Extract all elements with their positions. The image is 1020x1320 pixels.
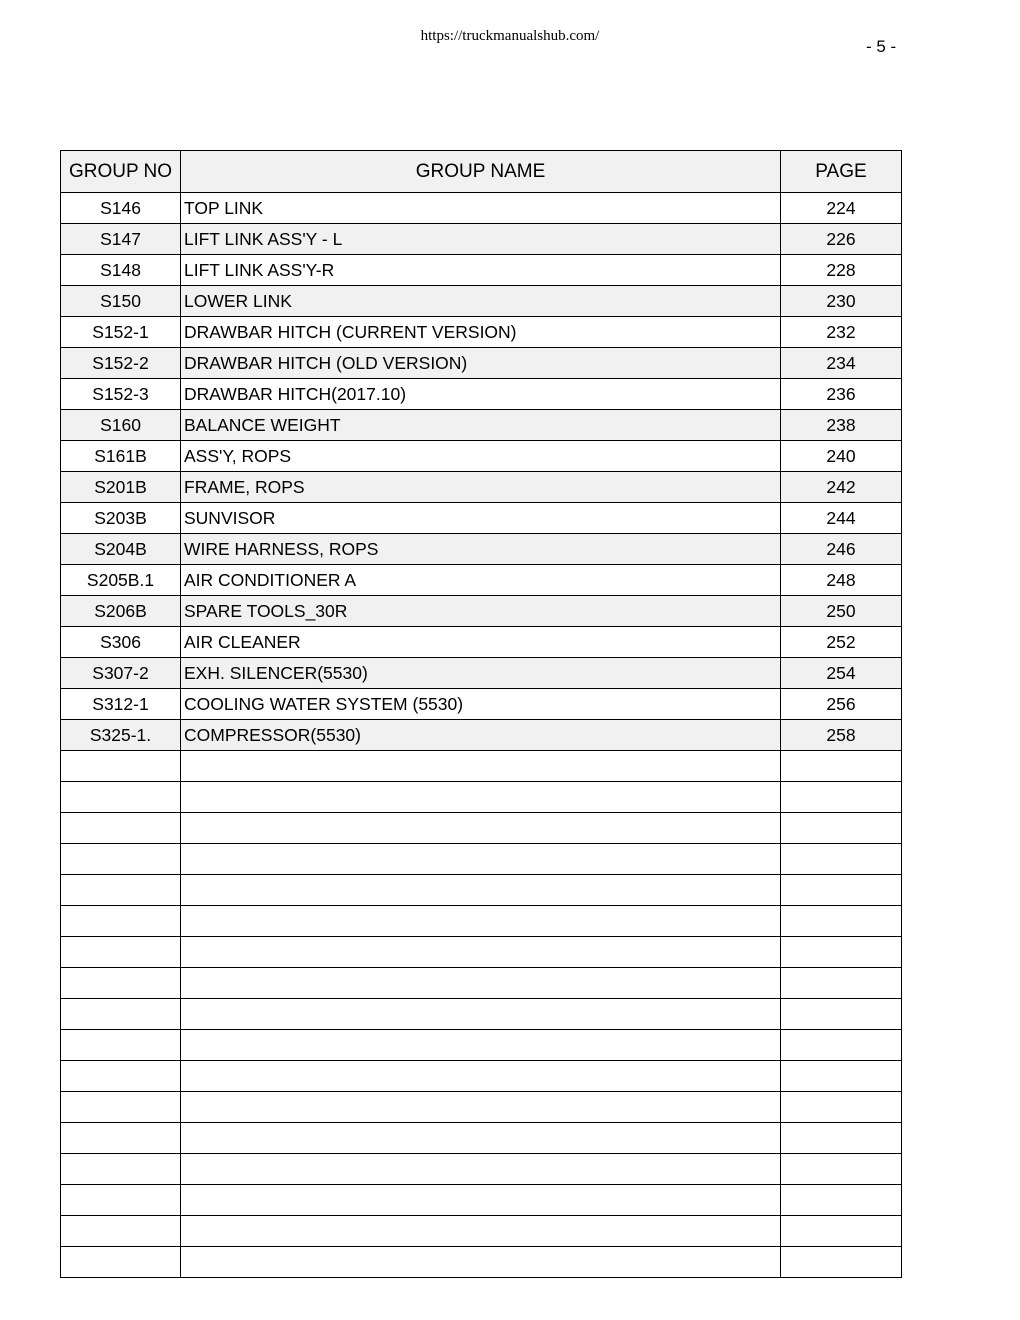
empty-cell	[61, 844, 181, 875]
empty-cell	[781, 937, 902, 968]
empty-cell	[61, 1030, 181, 1061]
empty-cell	[781, 813, 902, 844]
group-no-cell: S312-1	[61, 689, 181, 720]
page-cell: 238	[781, 410, 902, 441]
empty-cell	[781, 1185, 902, 1216]
page-cell: 228	[781, 255, 902, 286]
empty-table-row	[61, 1247, 902, 1278]
group-name-cell: SUNVISOR	[181, 503, 781, 534]
group-no-cell: S160	[61, 410, 181, 441]
group-name-cell: TOP LINK	[181, 193, 781, 224]
empty-cell	[61, 1216, 181, 1247]
group-no-cell: S146	[61, 193, 181, 224]
group-name-cell: EXH. SILENCER(5530)	[181, 658, 781, 689]
empty-table-row	[61, 1092, 902, 1123]
column-header-group-name: GROUP NAME	[181, 151, 781, 193]
group-no-cell: S203B	[61, 503, 181, 534]
group-name-cell: DRAWBAR HITCH(2017.10)	[181, 379, 781, 410]
table-row	[61, 193, 902, 224]
empty-cell	[181, 844, 781, 875]
empty-cell	[781, 968, 902, 999]
group-no-cell: S152-3	[61, 379, 181, 410]
table-body	[61, 193, 902, 1278]
empty-table-row	[61, 1061, 902, 1092]
table-row	[61, 255, 902, 286]
empty-cell	[781, 875, 902, 906]
table-row	[61, 503, 902, 534]
empty-table-row	[61, 968, 902, 999]
site-url: https://truckmanualshub.com/	[420, 28, 600, 44]
empty-cell	[181, 1154, 781, 1185]
table-row	[61, 472, 902, 503]
group-name-cell: FRAME, ROPS	[181, 472, 781, 503]
table-row	[61, 596, 902, 627]
empty-table-row	[61, 1123, 902, 1154]
empty-cell	[61, 751, 181, 782]
table-row	[61, 379, 902, 410]
empty-table-row	[61, 1030, 902, 1061]
group-no-cell: S204B	[61, 534, 181, 565]
page-cell: 240	[781, 441, 902, 472]
group-no-cell: S148	[61, 255, 181, 286]
table-row	[61, 534, 902, 565]
page-cell: 252	[781, 627, 902, 658]
group-no-cell: S307-2	[61, 658, 181, 689]
group-name-cell: SPARE TOOLS_30R	[181, 596, 781, 627]
table-row	[61, 658, 902, 689]
empty-cell	[181, 751, 781, 782]
group-index-table	[60, 150, 902, 1278]
empty-table-row	[61, 999, 902, 1030]
empty-cell	[181, 1030, 781, 1061]
empty-cell	[781, 1216, 902, 1247]
empty-cell	[61, 1185, 181, 1216]
table-row	[61, 410, 902, 441]
empty-cell	[781, 1061, 902, 1092]
empty-cell	[181, 937, 781, 968]
group-no-cell: S306	[61, 627, 181, 658]
empty-cell	[781, 751, 902, 782]
group-name-cell: DRAWBAR HITCH (OLD VERSION)	[181, 348, 781, 379]
group-name-cell: AIR CLEANER	[181, 627, 781, 658]
empty-cell	[61, 1154, 181, 1185]
table-row	[61, 441, 902, 472]
empty-cell	[781, 1154, 902, 1185]
page-number: - 5 -	[866, 37, 897, 56]
empty-cell	[61, 875, 181, 906]
empty-cell	[181, 875, 781, 906]
group-name-cell: BALANCE WEIGHT	[181, 410, 781, 441]
empty-table-row	[61, 1154, 902, 1185]
table-header-row	[61, 151, 902, 193]
table-row	[61, 627, 902, 658]
empty-cell	[781, 1123, 902, 1154]
empty-table-row	[61, 906, 902, 937]
page-cell: 248	[781, 565, 902, 596]
empty-table-row	[61, 1185, 902, 1216]
empty-cell	[781, 999, 902, 1030]
empty-cell	[61, 968, 181, 999]
empty-cell	[61, 1061, 181, 1092]
page-cell: 234	[781, 348, 902, 379]
empty-table-row	[61, 751, 902, 782]
empty-cell	[61, 937, 181, 968]
empty-table-row	[61, 813, 902, 844]
group-no-cell: S147	[61, 224, 181, 255]
empty-table-row	[61, 1216, 902, 1247]
empty-cell	[181, 1092, 781, 1123]
empty-cell	[61, 906, 181, 937]
empty-table-row	[61, 875, 902, 906]
empty-table-row	[61, 782, 902, 813]
page-cell: 250	[781, 596, 902, 627]
empty-cell	[781, 906, 902, 937]
column-header-page: PAGE	[781, 151, 902, 193]
empty-cell	[61, 782, 181, 813]
empty-cell	[181, 1247, 781, 1278]
group-no-cell: S325-1.	[61, 720, 181, 751]
empty-cell	[181, 968, 781, 999]
group-name-cell: ASS'Y, ROPS	[181, 441, 781, 472]
group-no-cell: S152-1	[61, 317, 181, 348]
group-no-cell: S161B	[61, 441, 181, 472]
group-name-cell: DRAWBAR HITCH (CURRENT VERSION)	[181, 317, 781, 348]
page-cell: 244	[781, 503, 902, 534]
empty-cell	[181, 782, 781, 813]
group-name-cell: COOLING WATER SYSTEM (5530)	[181, 689, 781, 720]
empty-cell	[181, 999, 781, 1030]
group-name-cell: COMPRESSOR(5530)	[181, 720, 781, 751]
group-no-cell: S205B.1	[61, 565, 181, 596]
empty-table-row	[61, 937, 902, 968]
empty-cell	[181, 1061, 781, 1092]
table-row	[61, 224, 902, 255]
group-no-cell: S206B	[61, 596, 181, 627]
empty-cell	[61, 1123, 181, 1154]
empty-cell	[781, 844, 902, 875]
page-cell: 224	[781, 193, 902, 224]
group-no-cell: S201B	[61, 472, 181, 503]
empty-cell	[181, 906, 781, 937]
page-cell: 232	[781, 317, 902, 348]
table-row	[61, 720, 902, 751]
group-name-cell: WIRE HARNESS, ROPS	[181, 534, 781, 565]
group-no-cell: S152-2	[61, 348, 181, 379]
table-row	[61, 565, 902, 596]
page-cell: 226	[781, 224, 902, 255]
page-cell: 246	[781, 534, 902, 565]
table-row	[61, 286, 902, 317]
empty-cell	[181, 1185, 781, 1216]
page-cell: 242	[781, 472, 902, 503]
table-row	[61, 317, 902, 348]
group-name-cell: LOWER LINK	[181, 286, 781, 317]
empty-cell	[181, 1216, 781, 1247]
group-name-cell: AIR CONDITIONER A	[181, 565, 781, 596]
page-cell: 256	[781, 689, 902, 720]
group-name-cell: LIFT LINK ASS'Y - L	[181, 224, 781, 255]
empty-cell	[61, 813, 181, 844]
table-row	[61, 689, 902, 720]
empty-cell	[61, 1092, 181, 1123]
page-cell: 258	[781, 720, 902, 751]
page-cell: 230	[781, 286, 902, 317]
page-cell: 236	[781, 379, 902, 410]
empty-table-row	[61, 844, 902, 875]
group-name-cell: LIFT LINK ASS'Y-R	[181, 255, 781, 286]
empty-cell	[181, 1123, 781, 1154]
column-header-group-no: GROUP NO	[61, 151, 181, 193]
empty-cell	[781, 782, 902, 813]
table-row	[61, 348, 902, 379]
empty-cell	[181, 813, 781, 844]
empty-cell	[61, 1247, 181, 1278]
empty-cell	[781, 1030, 902, 1061]
empty-cell	[781, 1092, 902, 1123]
empty-cell	[781, 1247, 902, 1278]
group-no-cell: S150	[61, 286, 181, 317]
page-cell: 254	[781, 658, 902, 689]
empty-cell	[61, 999, 181, 1030]
